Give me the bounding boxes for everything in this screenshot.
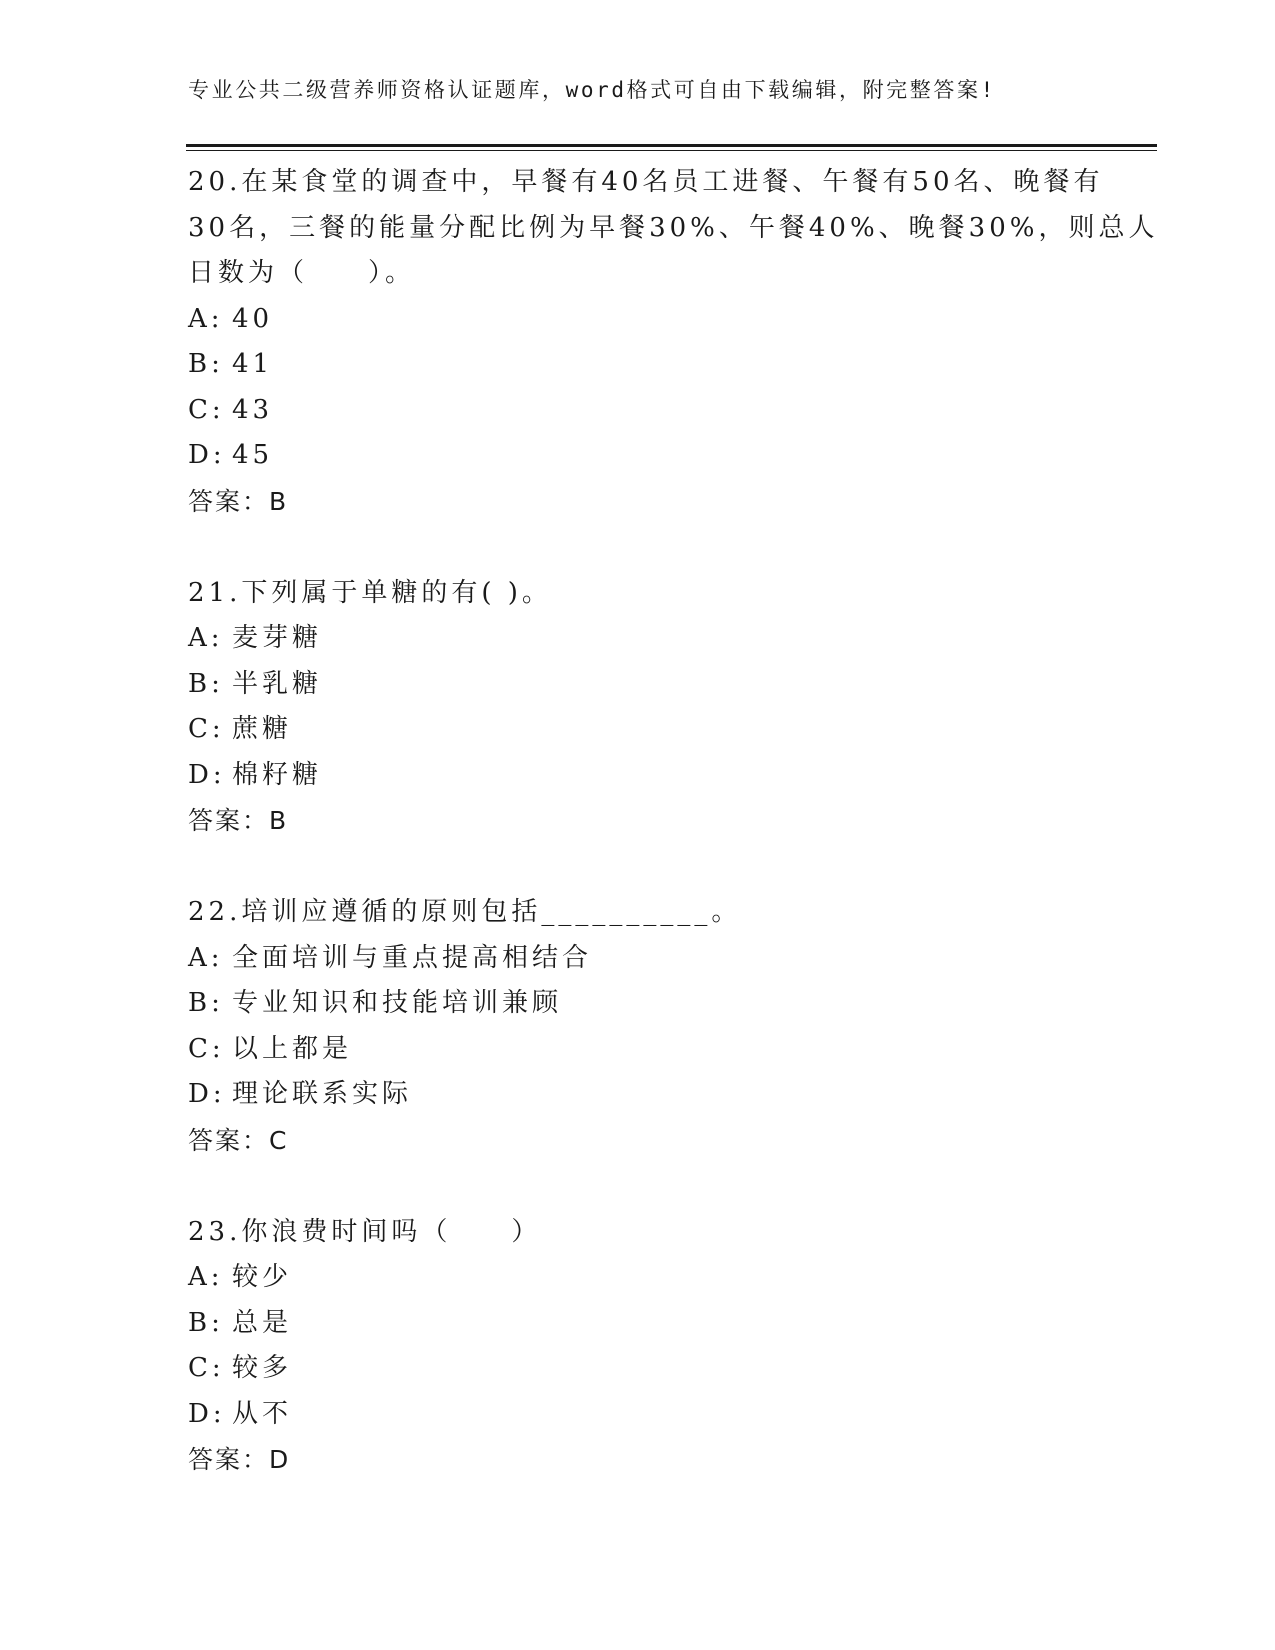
option-text: 理论联系实际	[232, 1079, 413, 1109]
option-b	[188, 981, 1088, 1027]
option-c	[188, 1346, 1088, 1392]
option-key: C:	[188, 1033, 225, 1064]
option-key: C:	[188, 1353, 225, 1383]
question-list	[188, 160, 1159, 1529]
answer-line: 答案：D	[188, 1445, 291, 1474]
option-text: 较少	[232, 1262, 293, 1292]
answer-line: 答案：B	[188, 806, 289, 835]
question-text: 30名，三餐的能量分配比例为早餐30%、午餐40%、晚餐30%，则总人	[188, 212, 1159, 243]
option-key: B:	[188, 668, 224, 699]
option-text: 从不	[232, 1398, 293, 1429]
option-d	[188, 753, 1088, 799]
answer-line: 答案：B	[188, 486, 289, 516]
option-b	[188, 662, 1088, 708]
header-rule-thin	[186, 150, 1157, 151]
option-text: 45	[232, 440, 274, 470]
option-text: 较多	[232, 1353, 293, 1383]
option-a	[188, 936, 1088, 982]
question-21	[188, 571, 1088, 845]
option-c	[188, 707, 1088, 753]
option-key: D:	[188, 1079, 226, 1109]
question-23	[188, 1210, 1088, 1484]
option-text: 以上都是	[232, 1033, 353, 1064]
option-a	[188, 1255, 1088, 1301]
option-c	[188, 388, 1088, 434]
option-text: 半乳糖	[232, 668, 323, 699]
option-key: D:	[188, 1398, 226, 1429]
option-key: C:	[188, 394, 225, 425]
option-key: C:	[188, 714, 225, 744]
option-key: B:	[188, 988, 224, 1018]
option-key: B:	[188, 349, 224, 379]
option-text: 全面培训与重点提高相结合	[232, 942, 593, 973]
question-text: 20.在某食堂的调查中，早餐有40名员工进餐、午餐有50名、晚餐有	[188, 167, 1104, 197]
option-key: B:	[188, 1307, 224, 1338]
option-key: D:	[188, 759, 226, 790]
option-b	[188, 342, 1088, 388]
question-text: 日数为（ ）。	[188, 258, 416, 288]
option-key: A:	[188, 1262, 224, 1292]
option-key: A:	[188, 942, 224, 973]
option-a	[188, 297, 1088, 343]
option-text: 43	[232, 394, 274, 425]
answer-line: 答案：C	[188, 1125, 289, 1155]
option-text: 总是	[232, 1307, 293, 1338]
option-text: 蔗糖	[232, 714, 293, 744]
question-text: 23.你浪费时间吗（ ）	[188, 1216, 542, 1247]
option-text: 麦芽糖	[232, 623, 323, 653]
option-b	[188, 1301, 1088, 1347]
option-text: 棉籽糖	[232, 759, 323, 790]
option-text: 40	[232, 303, 274, 334]
header-rule-thick	[186, 144, 1157, 147]
option-text: 专业知识和技能培训兼顾	[232, 988, 563, 1018]
option-d	[188, 1392, 1088, 1438]
option-d	[188, 433, 1088, 479]
option-a	[188, 616, 1088, 662]
option-key: D:	[188, 440, 226, 470]
option-key: A:	[188, 303, 224, 334]
question-20	[188, 160, 1159, 525]
page-header: 专业公共二级营养师资格认证题库，word格式可自由下载编辑，附完整答案!	[188, 78, 996, 102]
option-d	[188, 1072, 1088, 1118]
option-text: 41	[232, 349, 274, 379]
option-key: A:	[188, 623, 224, 653]
question-text: 21.下列属于单糖的有( )。	[188, 577, 552, 608]
question-text: 22.培训应遵循的原则包括__________。	[188, 897, 742, 927]
question-22	[188, 890, 1088, 1164]
option-c	[188, 1027, 1088, 1073]
